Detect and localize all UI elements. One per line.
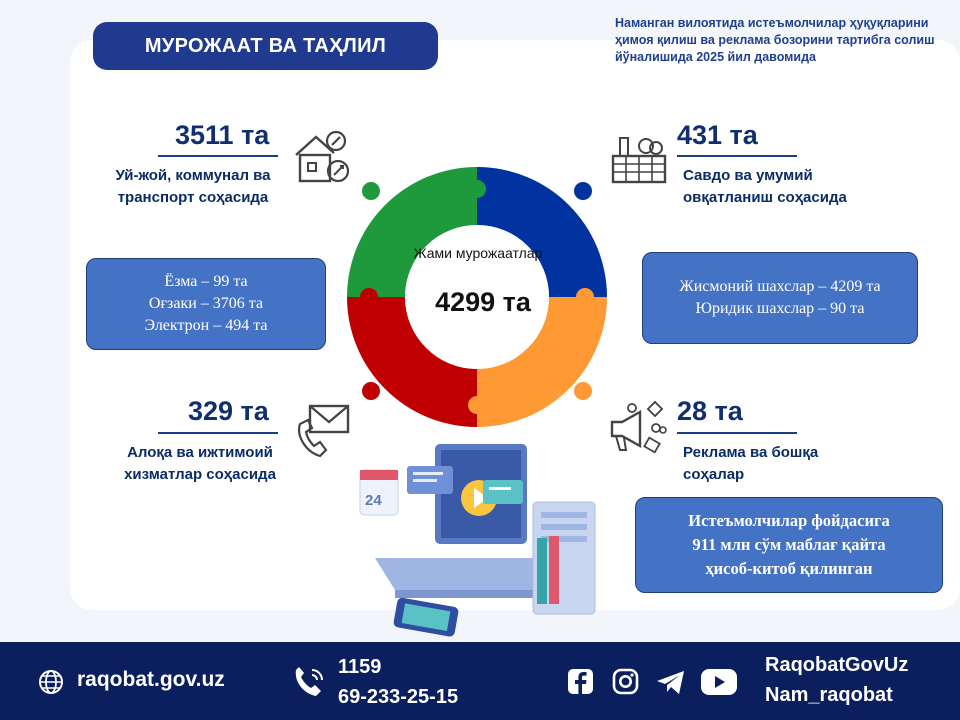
phone-full[interactable]: 69-233-25-15	[338, 686, 459, 708]
ads-label-line1: Реклама ва бошқа	[683, 444, 819, 461]
refund-line1: Истеъмолчилар фойдасига	[688, 511, 890, 530]
housing-underline	[158, 155, 278, 157]
website-link[interactable]: raqobat.gov.uz	[77, 668, 225, 691]
ads-underline	[677, 432, 797, 434]
svg-text:24: 24	[365, 492, 382, 509]
globe-icon	[38, 669, 64, 695]
housing-label-line2: транспорт соҳасида	[117, 189, 269, 206]
persons-box	[642, 252, 918, 344]
comms-underline	[158, 432, 278, 434]
page-title: МУРОЖААТ ВА ТАҲЛИЛ	[93, 22, 438, 70]
housing-label-line1: Уй-жой, коммунал ва	[115, 167, 271, 184]
telegram-icon[interactable]	[656, 670, 686, 695]
ads-value: 28 та	[677, 396, 743, 426]
trade-value: 431 та	[677, 120, 758, 150]
footer-bar	[0, 642, 960, 720]
refund-line2: 911 млн сўм маблағ қайта	[692, 535, 886, 554]
ads-label-line2: соҳалар	[683, 466, 745, 483]
computer-illustration	[355, 440, 605, 640]
social-handle-1[interactable]: RaqobatGovUz	[765, 654, 909, 676]
header-note: Наманган вилоятида истеъмолчилар ҳуқуқларини ҳимоя қилиш ва реклама бозорини тартибга солиш йўналишида 2025 йил давомида	[615, 16, 935, 64]
trade-label-line2: овқатланиш соҳасида	[683, 189, 847, 206]
housing-label	[98, 165, 288, 209]
trade-label	[683, 165, 883, 209]
persons-legal: Юридик шахслар – 90 та	[695, 300, 865, 317]
ads-label	[683, 442, 883, 486]
comms-label	[100, 442, 300, 486]
center-total: 4299 та	[435, 287, 531, 317]
channels-box	[86, 258, 326, 350]
channels-electronic: Электрон – 494 та	[144, 317, 268, 334]
refund-box	[635, 497, 943, 593]
center-label: Жами мурожаатлар	[413, 245, 543, 261]
refund-line3: ҳисоб-китоб қилинган	[705, 559, 873, 578]
trade-underline	[677, 155, 797, 157]
phone-short[interactable]: 1159	[338, 656, 382, 678]
instagram-icon[interactable]	[612, 668, 639, 695]
youtube-icon[interactable]	[700, 668, 738, 696]
phone-icon	[292, 666, 326, 698]
comms-label-line2: хизматлар соҳасида	[124, 466, 276, 483]
trade-label-line1: Савдо ва умумий	[683, 167, 813, 184]
comms-value: 329 та	[188, 396, 269, 426]
channels-written: Ёзма – 99 та	[164, 273, 248, 290]
housing-value: 3511 та	[175, 120, 270, 150]
channels-oral: Оғзаки – 3706 та	[148, 295, 264, 312]
persons-individual: Жисмоний шахслар – 4209 та	[679, 278, 881, 295]
comms-label-line1: Алоқа ва ижтимоий	[127, 444, 273, 461]
facebook-icon[interactable]	[567, 668, 594, 695]
social-handle-2[interactable]: Nam_raqobat	[765, 684, 893, 706]
